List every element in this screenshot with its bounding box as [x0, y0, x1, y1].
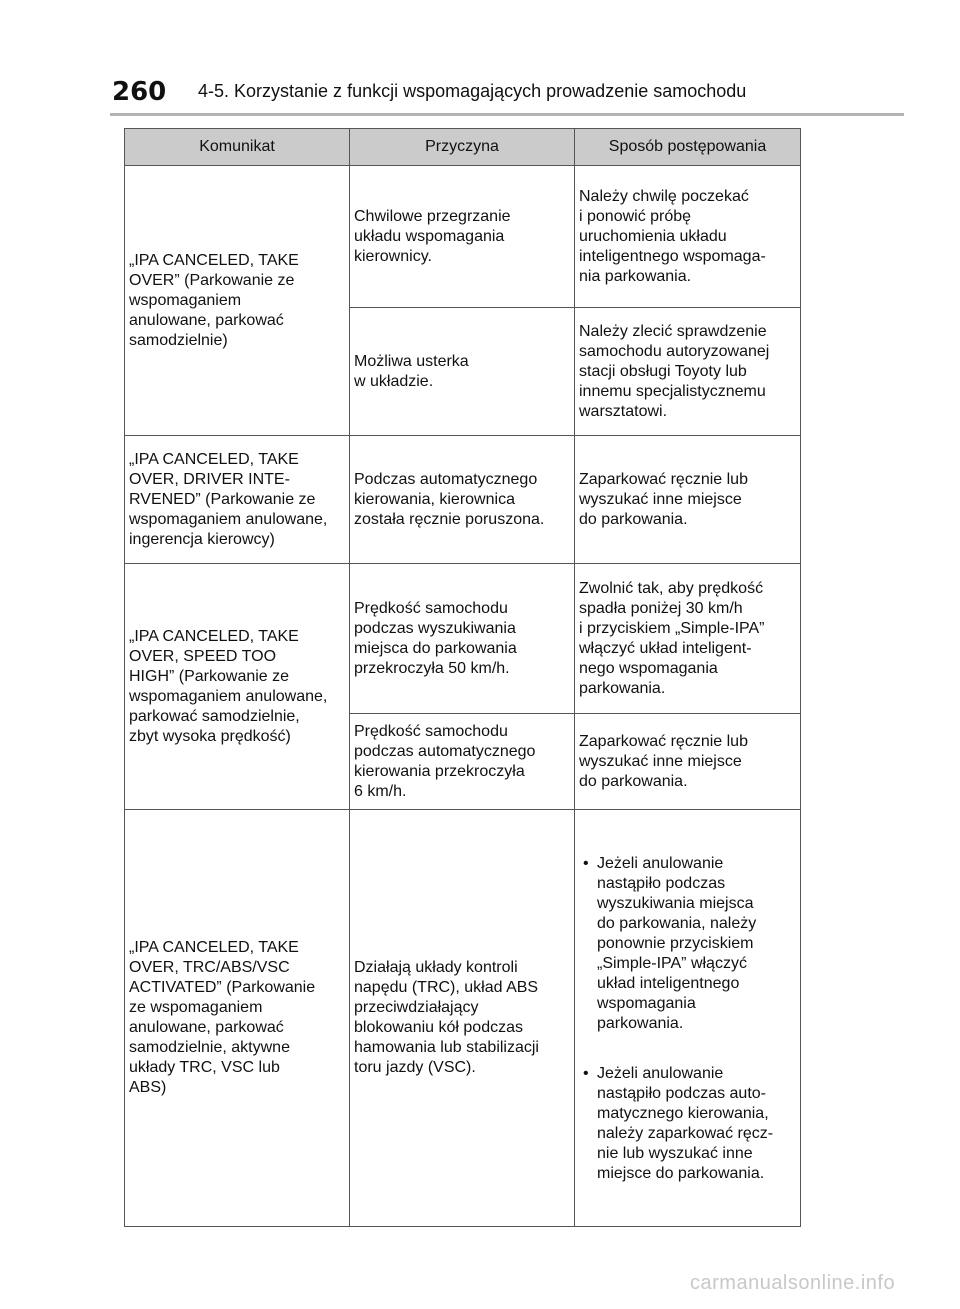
cause-cell: Prędkość samochodu podczas wyszukiwania miejsca do parkowania przekroczyła 50 km/h.: [350, 564, 575, 714]
list-item: • Jeżeli anulowanie nastąpiło podczas auto- matycznego kierowania, należy zaparkować ręcz- nie lub wyszukać inne miejsce do parkowania.: [579, 1064, 796, 1184]
cause-cell: Podczas automatycznego kierowania, kierownica została ręcznie poruszona.: [350, 436, 575, 564]
column-header-cause: Przyczyna: [350, 129, 575, 166]
cause-cell: Chwilowe przegrzanie układu wspomagania kierownicy.: [350, 166, 575, 308]
cause-cell: Prędkość samochodu podczas automatycznego kierowania przekroczyła 6 km/h.: [350, 714, 575, 810]
table-row: [125, 564, 801, 714]
message-cell: „IPA CANCELED, TAKE OVER, DRIVER INTE- RVENED” (Parkowanie ze wspomaganiem anulowane, ingerencja kierowcy): [125, 436, 350, 564]
list-item: • Jeżeli anulowanie nastąpiło podczas wyszukiwania miejsca do parkowania, należy ponownie przyciskiem „Simple-IPA” włączyć układ inteligentnego wspomagania parkowania.: [579, 854, 796, 1034]
action-cell: Zwolnić tak, aby prędkość spadła poniżej 30 km/h i przyciskiem „Simple-IPA” włączyć układ inteligent- nego wspomagania parkowania.: [575, 564, 801, 714]
watermark: carmanualsonline.info: [690, 1272, 896, 1294]
action-cell: Zaparkować ręcznie lub wyszukać inne miejsce do parkowania.: [575, 436, 801, 564]
column-header-message: Komunikat: [125, 129, 350, 166]
action-cell: Zaparkować ręcznie lub wyszukać inne miejsce do parkowania.: [575, 714, 801, 810]
page-header: [110, 77, 904, 116]
table-row: [125, 436, 801, 564]
table-row: [125, 810, 801, 1227]
message-cell: „IPA CANCELED, TAKE OVER, TRC/ABS/VSC ACTIVATED” (Parkowanie ze wspomaganiem anulowane, parkować samodzielnie, aktywne układy TRC, VSC lub ABS): [125, 810, 350, 1227]
cause-cell: Możliwa usterka w układzie.: [350, 308, 575, 436]
message-cell: „IPA CANCELED, TAKE OVER, SPEED TOO HIGH” (Parkowanie ze wspomaganiem anulowane, parkować samodzielnie, zbyt wysoka prędkość): [125, 564, 350, 810]
table-header-row: [125, 129, 801, 166]
table-row: [125, 166, 801, 308]
action-bullet-list: [579, 832, 796, 1204]
page-number: 260: [112, 77, 167, 107]
column-header-action: Sposób postępowania: [575, 129, 801, 166]
action-cell: Należy chwilę poczekać i ponowić próbę uruchomienia układu inteligentnego wspomaga- nia parkowania.: [575, 166, 801, 308]
action-cell: [575, 810, 801, 1227]
action-cell: Należy zlecić sprawdzenie samochodu autoryzowanej stacji obsługi Toyoty lub innemu specjalistycznemu warsztatowi.: [575, 308, 801, 436]
section-title: 4-5. Korzystanie z funkcji wspomagających prowadzenie samochodu: [198, 81, 747, 101]
message-table: [124, 128, 801, 1227]
cause-cell: Działają układy kontroli napędu (TRC), układ ABS przeciwdziałający blokowaniu kół podczas hamowania lub stabilizacji toru jazdy (VSC).: [350, 810, 575, 1227]
message-cell: „IPA CANCELED, TAKE OVER” (Parkowanie ze wspomaganiem anulowane, parkować samodzielnie): [125, 166, 350, 436]
